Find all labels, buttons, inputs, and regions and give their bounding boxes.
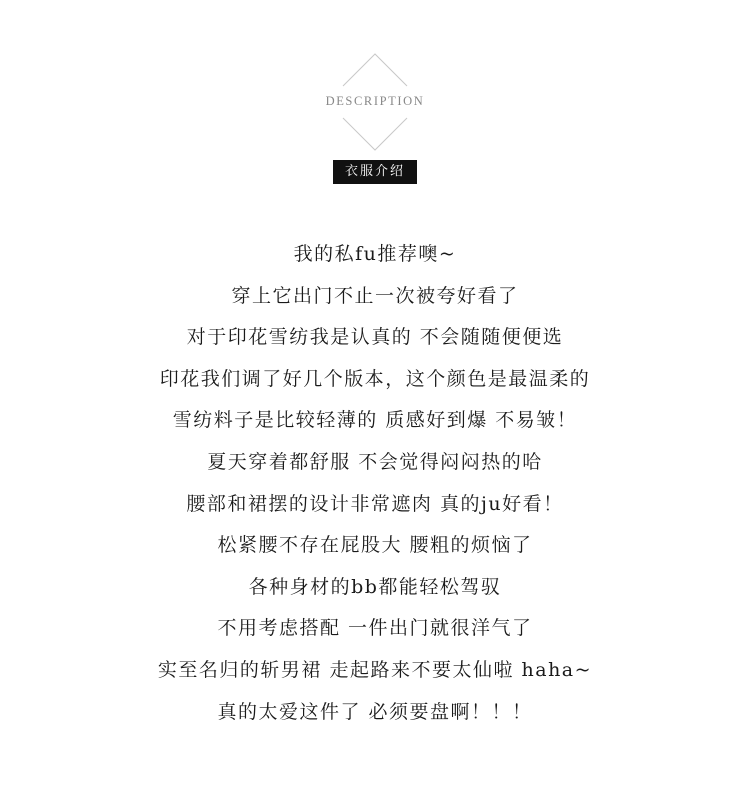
description-line: 雪纺料子是比较轻薄的 质感好到爆 不易皱！ <box>172 409 578 432</box>
description-line: 不用考虑搭配 一件出门就很洋气了 <box>217 617 533 640</box>
description-text <box>0 234 750 733</box>
description-header <box>0 0 750 200</box>
section-title: DESCRIPTION <box>325 94 425 108</box>
description-line: 对于印花雪纺我是认真的 不会随随便便选 <box>186 326 564 349</box>
description-line: 穿上它出门不止一次被夸好看了 <box>231 284 519 307</box>
description-line: 松紧腰不存在屁股大 腰粗的烦恼了 <box>217 534 533 557</box>
description-line: 各种身材的bb都能轻松驾驭 <box>248 575 502 598</box>
description-line: 夏天穿着都舒服 不会觉得闷闷热的哈 <box>207 450 543 473</box>
section-badge: 衣服介绍 <box>333 160 417 184</box>
description-line: 我的私fu推荐噢~ <box>293 243 457 265</box>
description-line: 实至名归的斩男裙 走起路来不要太仙啦 haha~ <box>157 658 593 681</box>
description-line: 真的太爱这件了 必须要盘啊！！！ <box>217 700 533 723</box>
description-line: 腰部和裙摆的设计非常遮肉 真的ju好看！ <box>186 492 564 515</box>
description-line: 印花我们调了好几个版本，这个颜色是最温柔的 <box>159 367 591 390</box>
